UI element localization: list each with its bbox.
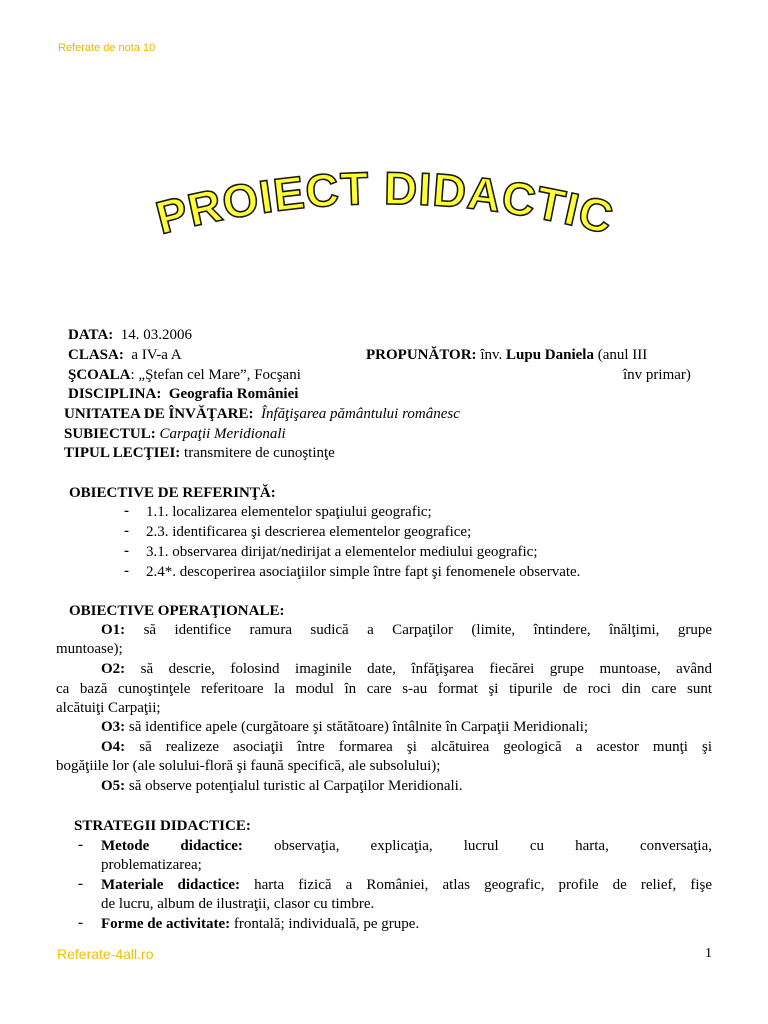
- propunator-label: PROPUNĂTOR:: [366, 347, 477, 363]
- objective-text: să observe potenţialul turistic al Carpaţilor Meridionali.: [128, 778, 463, 794]
- propunator-name: Lupu Daniela: [506, 347, 594, 363]
- list-item: 2.3. identificarea şi descrierea elementelor geografice;: [146, 524, 472, 540]
- propunator-row: [366, 346, 647, 364]
- objective-o5: [101, 777, 463, 795]
- objective-o2-cont2: alcătuiţi Carpaţii;: [56, 700, 161, 716]
- list-bullet: -: [124, 523, 129, 539]
- strategy-text: frontală; individuală, pe grupe.: [233, 916, 420, 932]
- clasa-row: [68, 346, 182, 364]
- disciplina-row: [68, 385, 298, 403]
- strategy-text: observaţia, explicaţia, lucrul cu harta, conversaţia,: [274, 838, 713, 854]
- clasa-label: CLASA:: [68, 347, 124, 363]
- objective-text: să realizeze asociaţii între formarea şi alcătuirea geologică a acestor munţi şi: [139, 739, 712, 755]
- list-item: 2.4*. descoperirea asociaţiilor simple între fapt şi fenomenele observate.: [146, 564, 581, 580]
- objective-o1-cont: muntoase);: [56, 641, 123, 657]
- objective-text: să identifice ramura sudică a Carpaţilor (limite, întindere, înălţimi, grupe: [143, 622, 712, 638]
- strategy-materiale: [101, 876, 712, 894]
- list-bullet: -: [78, 837, 83, 853]
- tipul-row: [64, 444, 335, 462]
- strategy-label: Materiale didactice:: [101, 877, 241, 893]
- header-link[interactable]: Referate de nota 10: [58, 42, 156, 54]
- obiective-operationale-heading: OBIECTIVE OPERAŢIONALE:: [69, 603, 285, 619]
- title-text: PROIECT DIDACTIC: [150, 161, 620, 245]
- obiective-referinta-heading: OBIECTIVE DE REFERINŢĂ:: [69, 485, 276, 501]
- data-label: DATA:: [68, 327, 114, 343]
- strategy-label: Metode didactice:: [101, 838, 243, 854]
- objective-o2: [101, 660, 712, 678]
- list-bullet: -: [78, 915, 83, 931]
- disciplina-label: DISCIPLINA:: [68, 386, 162, 402]
- objective-o1: [101, 621, 712, 639]
- objective-label: O5:: [101, 778, 126, 794]
- objective-label: O4:: [101, 739, 126, 755]
- svg-text:PROIECT DIDACTIC: [151, 162, 619, 244]
- objective-o3: [101, 718, 588, 736]
- subiectul-value: Carpaţii Meridionali: [159, 426, 286, 442]
- clasa-value: a IV-a A: [131, 347, 182, 363]
- strategy-text: harta fizică a României, atlas geografic, profile de relief, fişe: [254, 877, 713, 893]
- strategy-forme: [101, 915, 419, 933]
- propunator-continued: înv primar): [623, 367, 691, 383]
- data-row: [68, 326, 192, 344]
- objective-o4-cont: bogăţiile lor (ale solului-floră şi faună specifică, ale subsolului);: [56, 758, 441, 774]
- propunator-prefix: înv.: [480, 347, 503, 363]
- objective-label: O2:: [101, 661, 126, 677]
- unitatea-row: [64, 405, 460, 423]
- objective-text: să identifice apele (curgătoare şi stătătoare) întâlnite în Carpaţii Meridionali;: [128, 719, 589, 735]
- subiectul-row: [64, 425, 286, 443]
- strategy-label: Forme de activitate:: [101, 916, 231, 932]
- tipul-value: transmitere de cunoştinţe: [184, 445, 335, 461]
- disciplina-value: Geografia României: [168, 386, 299, 402]
- strategy-metode: [101, 837, 712, 855]
- page-title: [0, 160, 768, 270]
- list-bullet: -: [124, 503, 129, 519]
- objective-text: să descrie, folosind imaginile date, înfăţişarea fiecărei grupe muntoase, având: [140, 661, 712, 677]
- list-item: 3.1. observarea dirijat/nedirijat a elementelor mediului geografic;: [146, 544, 538, 560]
- scoala-row: [68, 366, 301, 384]
- unitatea-value: Înfăţişarea pământului românesc: [260, 406, 460, 422]
- propunator-suffix: (anul III: [597, 347, 648, 363]
- list-bullet: -: [124, 543, 129, 559]
- data-value: 14. 03.2006: [120, 327, 193, 343]
- scoala-label: ŞCOALA: [68, 367, 131, 383]
- objective-label: O3:: [101, 719, 126, 735]
- subiectul-label: SUBIECTUL:: [64, 426, 156, 442]
- strategy-metode-cont: problematizarea;: [101, 857, 202, 873]
- tipul-label: TIPUL LECŢIEI:: [64, 445, 181, 461]
- unitatea-label: UNITATEA DE ÎNVĂŢARE:: [64, 406, 254, 422]
- objective-label: O1:: [101, 622, 126, 638]
- footer-link[interactable]: Referate-4all.ro: [57, 946, 154, 962]
- strategy-materiale-cont: de lucru, album de ilustraţii, clasor cu timbre.: [101, 896, 375, 912]
- page-number: 1: [705, 946, 712, 961]
- objective-o2-cont: ca bază cunoştinţele referitoare la modul în care s-au format şi tipurile de roci din care sunt: [56, 681, 712, 697]
- strategii-heading: STRATEGII DIDACTICE:: [74, 818, 251, 834]
- list-bullet: -: [124, 563, 129, 579]
- objective-o4: [101, 738, 712, 756]
- scoala-value: : „Ştefan cel Mare”, Focşani: [130, 367, 301, 383]
- list-item: 1.1. localizarea elementelor spaţiului geografic;: [146, 504, 432, 520]
- list-bullet: -: [78, 876, 83, 892]
